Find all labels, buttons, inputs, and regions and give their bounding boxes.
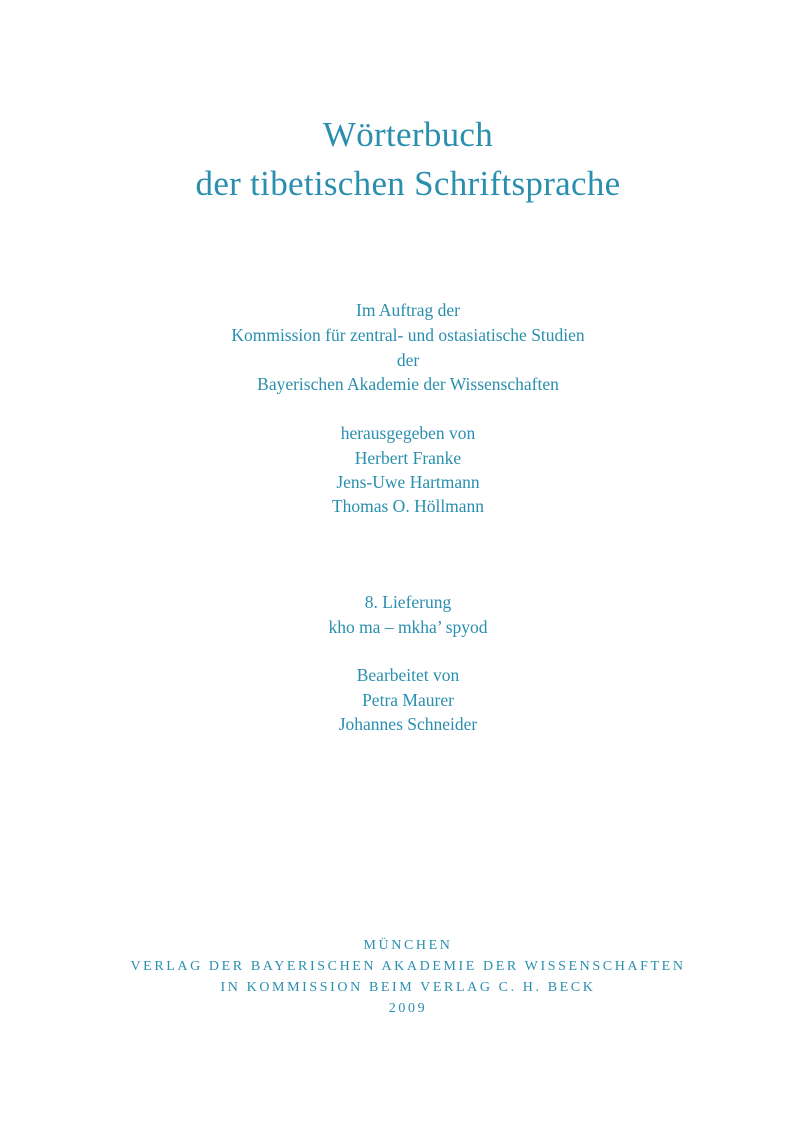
book-title-line-1: Wörterbuch [322, 115, 494, 154]
compiler-name: Johannes Schneider [338, 714, 478, 734]
book-title-line-2: der tibetischen Schriftsprache [195, 164, 621, 203]
editor-name: Herbert Franke [354, 448, 462, 468]
imprint-publisher: VERLAG DER BAYERISCHEN AKADEMIE DER WISSENSCHAFTEN [130, 959, 686, 974]
editors-intro: herausgegeben von [340, 423, 476, 443]
fascicle-range: kho ma – mkha’ spyod [328, 617, 488, 637]
commission-line-1: Im Auftrag der [356, 300, 460, 320]
editor-name: Jens-Uwe Hartmann [336, 472, 480, 492]
imprint-city: MÜNCHEN [363, 938, 453, 953]
commission-line-4: Bayerischen Akademie der Wissenschaften [257, 374, 559, 394]
commission-line-3: der [396, 350, 420, 370]
compilers-intro: Bearbeitet von [356, 665, 460, 685]
compiler-name: Petra Maurer [362, 690, 454, 710]
imprint-commission: IN KOMMISSION BEIM VERLAG C. H. BECK [220, 980, 596, 995]
fascicle-number: 8. Lieferung [364, 592, 452, 612]
imprint-year: 2009 [388, 1001, 428, 1016]
editor-name: Thomas O. Höllmann [331, 496, 485, 516]
commission-line-2: Kommission für zentral- und ostasiatische Studien [231, 325, 585, 345]
